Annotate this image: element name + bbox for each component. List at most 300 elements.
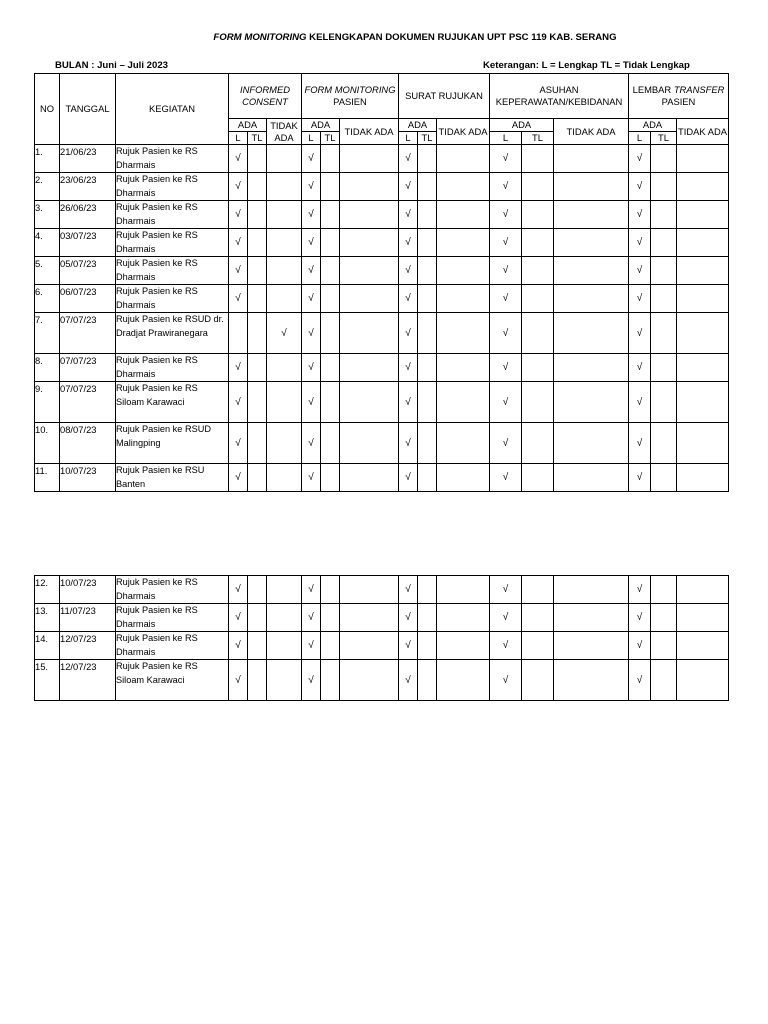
empty-cell xyxy=(248,285,267,313)
check-mark-cell: √ xyxy=(490,173,522,201)
check-mark-cell: √ xyxy=(302,660,321,701)
check-mark-cell: √ xyxy=(399,285,418,313)
empty-cell xyxy=(554,464,629,492)
empty-cell xyxy=(554,604,629,632)
empty-cell xyxy=(677,201,729,229)
check-mark-cell: √ xyxy=(302,576,321,604)
check-mark-cell: √ xyxy=(490,229,522,257)
empty-cell xyxy=(340,285,399,313)
check-mark-cell: √ xyxy=(629,576,651,604)
empty-cell xyxy=(248,576,267,604)
check-mark-cell: √ xyxy=(302,257,321,285)
empty-cell xyxy=(522,632,554,660)
empty-cell xyxy=(651,257,677,285)
header-tl: TL xyxy=(321,132,340,145)
row-kegiatan: Rujuk Pasien ke RSUD dr. Dradjat Prawiranegara xyxy=(116,313,229,354)
check-mark-cell: √ xyxy=(399,632,418,660)
empty-cell xyxy=(267,201,302,229)
empty-cell xyxy=(340,464,399,492)
empty-cell xyxy=(522,201,554,229)
check-mark-cell: √ xyxy=(399,201,418,229)
empty-cell xyxy=(554,257,629,285)
empty-cell xyxy=(522,285,554,313)
table-row xyxy=(35,604,729,632)
empty-cell xyxy=(267,604,302,632)
check-mark-cell: √ xyxy=(229,257,248,285)
empty-cell xyxy=(248,464,267,492)
header-tidak-ada: TIDAK ADA xyxy=(677,119,729,145)
empty-cell xyxy=(418,604,437,632)
empty-cell xyxy=(437,313,490,354)
check-mark-cell: √ xyxy=(302,464,321,492)
empty-cell xyxy=(321,285,340,313)
empty-cell xyxy=(267,423,302,464)
empty-cell xyxy=(340,382,399,423)
empty-cell xyxy=(267,464,302,492)
check-mark-cell: √ xyxy=(629,145,651,173)
table-row xyxy=(35,229,729,257)
empty-cell xyxy=(677,257,729,285)
empty-cell xyxy=(248,423,267,464)
empty-cell xyxy=(248,257,267,285)
check-mark-cell: √ xyxy=(629,354,651,382)
check-mark-cell: √ xyxy=(267,313,302,354)
empty-cell xyxy=(321,173,340,201)
title-italic: FORM MONITORING xyxy=(213,32,307,43)
row-no: 11. xyxy=(35,464,60,492)
row-tanggal: 10/07/23 xyxy=(60,576,116,604)
empty-cell xyxy=(554,285,629,313)
check-mark-cell: √ xyxy=(629,382,651,423)
check-mark-cell: √ xyxy=(302,632,321,660)
empty-cell xyxy=(418,632,437,660)
row-no: 13. xyxy=(35,604,60,632)
empty-cell xyxy=(340,576,399,604)
empty-cell xyxy=(554,313,629,354)
row-no: 14. xyxy=(35,632,60,660)
empty-cell xyxy=(267,145,302,173)
empty-cell xyxy=(418,382,437,423)
row-kegiatan: Rujuk Pasien ke RS Dharmais xyxy=(116,354,229,382)
check-mark-cell: √ xyxy=(399,145,418,173)
empty-cell xyxy=(651,285,677,313)
empty-cell xyxy=(248,173,267,201)
empty-cell xyxy=(267,257,302,285)
check-mark-cell: √ xyxy=(399,464,418,492)
check-mark-cell: √ xyxy=(399,229,418,257)
row-tanggal: 12/07/23 xyxy=(60,660,116,701)
empty-cell xyxy=(418,257,437,285)
header-ada: ADA xyxy=(629,119,677,132)
header-no: NO xyxy=(35,74,60,145)
check-mark-cell: √ xyxy=(302,285,321,313)
row-no: 6. xyxy=(35,285,60,313)
row-kegiatan: Rujuk Pasien ke RS Siloam Karawaci xyxy=(116,660,229,701)
row-tanggal: 26/06/23 xyxy=(60,201,116,229)
header-form-monitoring-pasien xyxy=(302,74,399,119)
row-no: 4. xyxy=(35,229,60,257)
empty-cell xyxy=(321,257,340,285)
row-kegiatan: Rujuk Pasien ke RS Siloam Karawaci xyxy=(116,382,229,423)
header-lembar: LEMBAR xyxy=(632,84,674,95)
empty-cell xyxy=(651,464,677,492)
empty-cell xyxy=(437,229,490,257)
monitoring-table-page-2 xyxy=(34,575,729,701)
empty-cell xyxy=(248,632,267,660)
header-form-monitoring: FORM MONITORING xyxy=(304,84,396,95)
header-ada: ADA xyxy=(229,119,267,132)
empty-cell xyxy=(267,285,302,313)
empty-cell xyxy=(248,660,267,701)
check-mark-cell: √ xyxy=(490,313,522,354)
check-mark-cell: √ xyxy=(302,604,321,632)
empty-cell xyxy=(437,604,490,632)
empty-cell xyxy=(677,423,729,464)
empty-cell xyxy=(651,354,677,382)
empty-cell xyxy=(651,632,677,660)
row-tanggal: 08/07/23 xyxy=(60,423,116,464)
row-kegiatan: Rujuk Pasien ke RSUD Malingping xyxy=(116,423,229,464)
check-mark-cell: √ xyxy=(629,257,651,285)
row-tanggal: 23/06/23 xyxy=(60,173,116,201)
table-body-page-2 xyxy=(35,576,729,701)
check-mark-cell: √ xyxy=(490,660,522,701)
check-mark-cell: √ xyxy=(490,464,522,492)
empty-cell xyxy=(437,354,490,382)
header-tl: TL xyxy=(522,132,554,145)
header-l: L xyxy=(229,132,248,145)
empty-cell xyxy=(677,145,729,173)
check-mark-cell: √ xyxy=(302,145,321,173)
header-tidak-ada: TIDAK ADA xyxy=(340,119,399,145)
table-row xyxy=(35,313,729,354)
header-tl: TL xyxy=(248,132,267,145)
empty-cell xyxy=(677,354,729,382)
check-mark-cell: √ xyxy=(302,201,321,229)
empty-cell xyxy=(437,632,490,660)
empty-cell xyxy=(677,464,729,492)
table-body-page-1 xyxy=(35,145,729,492)
empty-cell xyxy=(677,313,729,354)
check-mark-cell: √ xyxy=(302,354,321,382)
empty-cell xyxy=(437,464,490,492)
empty-cell xyxy=(267,354,302,382)
empty-cell xyxy=(554,660,629,701)
row-tanggal: 21/06/23 xyxy=(60,145,116,173)
header-lembar-transfer-pasien xyxy=(629,74,729,119)
empty-cell xyxy=(522,423,554,464)
row-tanggal: 06/07/23 xyxy=(60,285,116,313)
check-mark-cell: √ xyxy=(399,382,418,423)
row-no: 7. xyxy=(35,313,60,354)
empty-cell xyxy=(651,604,677,632)
keterangan-label: Keterangan: L = Lengkap TL = Tidak Lengkap xyxy=(483,60,690,71)
header-l: L xyxy=(490,132,522,145)
check-mark-cell: √ xyxy=(490,145,522,173)
row-no: 3. xyxy=(35,201,60,229)
empty-cell xyxy=(651,660,677,701)
row-tanggal: 07/07/23 xyxy=(60,354,116,382)
check-mark-cell: √ xyxy=(629,423,651,464)
empty-cell xyxy=(437,257,490,285)
table-row xyxy=(35,354,729,382)
empty-cell xyxy=(418,464,437,492)
header-tidak-ada: TIDAK ADA xyxy=(554,119,629,145)
check-mark-cell: √ xyxy=(399,576,418,604)
check-mark-cell: √ xyxy=(229,423,248,464)
empty-cell xyxy=(437,173,490,201)
check-mark-cell: √ xyxy=(229,285,248,313)
check-mark-cell: √ xyxy=(229,604,248,632)
check-mark-cell: √ xyxy=(399,660,418,701)
empty-cell xyxy=(267,660,302,701)
empty-cell xyxy=(418,285,437,313)
row-kegiatan: Rujuk Pasien ke RSU Banten xyxy=(116,464,229,492)
empty-cell xyxy=(651,576,677,604)
empty-cell xyxy=(340,145,399,173)
check-mark-cell: √ xyxy=(229,660,248,701)
check-mark-cell: √ xyxy=(399,173,418,201)
header-l: L xyxy=(629,132,651,145)
empty-cell xyxy=(522,229,554,257)
check-mark-cell: √ xyxy=(302,423,321,464)
empty-cell xyxy=(554,354,629,382)
header-ada: ADA xyxy=(399,119,437,132)
check-mark-cell: √ xyxy=(399,423,418,464)
empty-cell xyxy=(554,382,629,423)
empty-cell xyxy=(522,464,554,492)
empty-cell xyxy=(340,201,399,229)
row-tanggal: 05/07/23 xyxy=(60,257,116,285)
empty-cell xyxy=(651,382,677,423)
table-row xyxy=(35,145,729,173)
check-mark-cell: √ xyxy=(229,382,248,423)
empty-cell xyxy=(340,257,399,285)
empty-cell xyxy=(418,423,437,464)
check-mark-cell: √ xyxy=(490,604,522,632)
empty-cell xyxy=(554,229,629,257)
empty-cell xyxy=(522,313,554,354)
header-ada: ADA xyxy=(302,119,340,132)
check-mark-cell: √ xyxy=(629,285,651,313)
table-row xyxy=(35,632,729,660)
empty-cell xyxy=(522,576,554,604)
monitoring-table-page-1 xyxy=(34,73,729,492)
empty-cell xyxy=(677,632,729,660)
check-mark-cell: √ xyxy=(302,173,321,201)
empty-cell xyxy=(321,423,340,464)
header-ada: ADA xyxy=(490,119,554,132)
empty-cell xyxy=(340,604,399,632)
empty-cell xyxy=(248,229,267,257)
empty-cell xyxy=(321,201,340,229)
empty-cell xyxy=(340,313,399,354)
empty-cell xyxy=(437,660,490,701)
header-pasien-2: PASIEN xyxy=(661,96,696,107)
row-tanggal: 03/07/23 xyxy=(60,229,116,257)
empty-cell xyxy=(267,382,302,423)
empty-cell xyxy=(554,632,629,660)
row-no: 1. xyxy=(35,145,60,173)
check-mark-cell: √ xyxy=(229,173,248,201)
empty-cell xyxy=(229,313,248,354)
empty-cell xyxy=(522,660,554,701)
check-mark-cell: √ xyxy=(490,201,522,229)
empty-cell xyxy=(554,145,629,173)
empty-cell xyxy=(248,354,267,382)
empty-cell xyxy=(340,173,399,201)
table-row xyxy=(35,464,729,492)
header-l: L xyxy=(399,132,418,145)
empty-cell xyxy=(418,201,437,229)
empty-cell xyxy=(267,576,302,604)
empty-cell xyxy=(321,576,340,604)
empty-cell xyxy=(677,173,729,201)
empty-cell xyxy=(340,632,399,660)
empty-cell xyxy=(418,173,437,201)
header-asuhan: ASUHAN KEPERAWATAN/KEBIDANAN xyxy=(490,74,629,119)
header-pasien: PASIEN xyxy=(333,96,367,107)
check-mark-cell: √ xyxy=(629,313,651,354)
row-kegiatan: Rujuk Pasien ke RS Dharmais xyxy=(116,229,229,257)
row-kegiatan: Rujuk Pasien ke RS Dharmais xyxy=(116,285,229,313)
empty-cell xyxy=(321,145,340,173)
empty-cell xyxy=(437,423,490,464)
empty-cell xyxy=(522,382,554,423)
empty-cell xyxy=(418,145,437,173)
empty-cell xyxy=(248,201,267,229)
empty-cell xyxy=(437,576,490,604)
check-mark-cell: √ xyxy=(629,173,651,201)
row-kegiatan: Rujuk Pasien ke RS Dharmais xyxy=(116,257,229,285)
check-mark-cell: √ xyxy=(229,354,248,382)
empty-cell xyxy=(418,354,437,382)
check-mark-cell: √ xyxy=(629,632,651,660)
row-tanggal: 12/07/23 xyxy=(60,632,116,660)
empty-cell xyxy=(267,229,302,257)
check-mark-cell: √ xyxy=(229,229,248,257)
empty-cell xyxy=(522,173,554,201)
header-tidak-ada: TIDAK ADA xyxy=(437,119,490,145)
empty-cell xyxy=(340,423,399,464)
empty-cell xyxy=(677,285,729,313)
header-surat-rujukan: SURAT RUJUKAN xyxy=(399,74,490,119)
empty-cell xyxy=(437,145,490,173)
empty-cell xyxy=(267,632,302,660)
empty-cell xyxy=(321,632,340,660)
table-row xyxy=(35,173,729,201)
check-mark-cell: √ xyxy=(629,201,651,229)
check-mark-cell: √ xyxy=(302,313,321,354)
header-informed-consent: INFORMED CONSENT xyxy=(229,74,302,119)
table-row xyxy=(35,382,729,423)
empty-cell xyxy=(522,354,554,382)
empty-cell xyxy=(248,313,267,354)
row-kegiatan: Rujuk Pasien ke RS Dharmais xyxy=(116,173,229,201)
table-row xyxy=(35,257,729,285)
row-no: 8. xyxy=(35,354,60,382)
document-title xyxy=(0,32,768,43)
empty-cell xyxy=(651,229,677,257)
empty-cell xyxy=(554,173,629,201)
bulan-label: BULAN : Juni – Juli 2023 xyxy=(55,60,169,71)
empty-cell xyxy=(522,145,554,173)
row-tanggal: 11/07/23 xyxy=(60,604,116,632)
check-mark-cell: √ xyxy=(490,576,522,604)
table-row xyxy=(35,576,729,604)
check-mark-cell: √ xyxy=(629,229,651,257)
header-kegiatan: KEGIATAN xyxy=(116,74,229,145)
empty-cell xyxy=(418,229,437,257)
empty-cell xyxy=(437,382,490,423)
empty-cell xyxy=(651,173,677,201)
check-mark-cell: √ xyxy=(399,313,418,354)
check-mark-cell: √ xyxy=(229,576,248,604)
empty-cell xyxy=(677,604,729,632)
empty-cell xyxy=(677,660,729,701)
header-l: L xyxy=(302,132,321,145)
empty-cell xyxy=(248,382,267,423)
empty-cell xyxy=(418,576,437,604)
empty-cell xyxy=(418,660,437,701)
empty-cell xyxy=(677,576,729,604)
empty-cell xyxy=(651,145,677,173)
header-tanggal: TANGGAL xyxy=(60,74,116,145)
empty-cell xyxy=(677,382,729,423)
check-mark-cell: √ xyxy=(399,354,418,382)
empty-cell xyxy=(321,660,340,701)
empty-cell xyxy=(321,604,340,632)
empty-cell xyxy=(321,313,340,354)
empty-cell xyxy=(554,576,629,604)
check-mark-cell: √ xyxy=(490,285,522,313)
row-tanggal: 07/07/23 xyxy=(60,313,116,354)
row-tanggal: 10/07/23 xyxy=(60,464,116,492)
check-mark-cell: √ xyxy=(629,660,651,701)
empty-cell xyxy=(321,229,340,257)
empty-cell xyxy=(248,145,267,173)
row-no: 15. xyxy=(35,660,60,701)
check-mark-cell: √ xyxy=(629,604,651,632)
check-mark-cell: √ xyxy=(490,382,522,423)
table-row xyxy=(35,285,729,313)
row-no: 2. xyxy=(35,173,60,201)
empty-cell xyxy=(554,423,629,464)
empty-cell xyxy=(437,285,490,313)
empty-cell xyxy=(340,354,399,382)
check-mark-cell: √ xyxy=(302,382,321,423)
check-mark-cell: √ xyxy=(302,229,321,257)
check-mark-cell: √ xyxy=(629,464,651,492)
check-mark-cell: √ xyxy=(399,257,418,285)
title-rest: KELENGKAPAN DOKUMEN RUJUKAN UPT PSC 119 KAB. SERANG xyxy=(306,32,617,43)
empty-cell xyxy=(522,257,554,285)
header-tidak-ada: TIDAK ADA xyxy=(267,119,302,145)
row-tanggal: 07/07/23 xyxy=(60,382,116,423)
check-mark-cell: √ xyxy=(490,423,522,464)
empty-cell xyxy=(321,464,340,492)
header-transfer: TRANSFER xyxy=(673,84,725,95)
empty-cell xyxy=(651,423,677,464)
empty-cell xyxy=(321,382,340,423)
header-tl: TL xyxy=(651,132,677,145)
check-mark-cell: √ xyxy=(399,604,418,632)
check-mark-cell: √ xyxy=(229,464,248,492)
check-mark-cell: √ xyxy=(490,354,522,382)
empty-cell xyxy=(267,173,302,201)
empty-cell xyxy=(651,201,677,229)
empty-cell xyxy=(321,354,340,382)
